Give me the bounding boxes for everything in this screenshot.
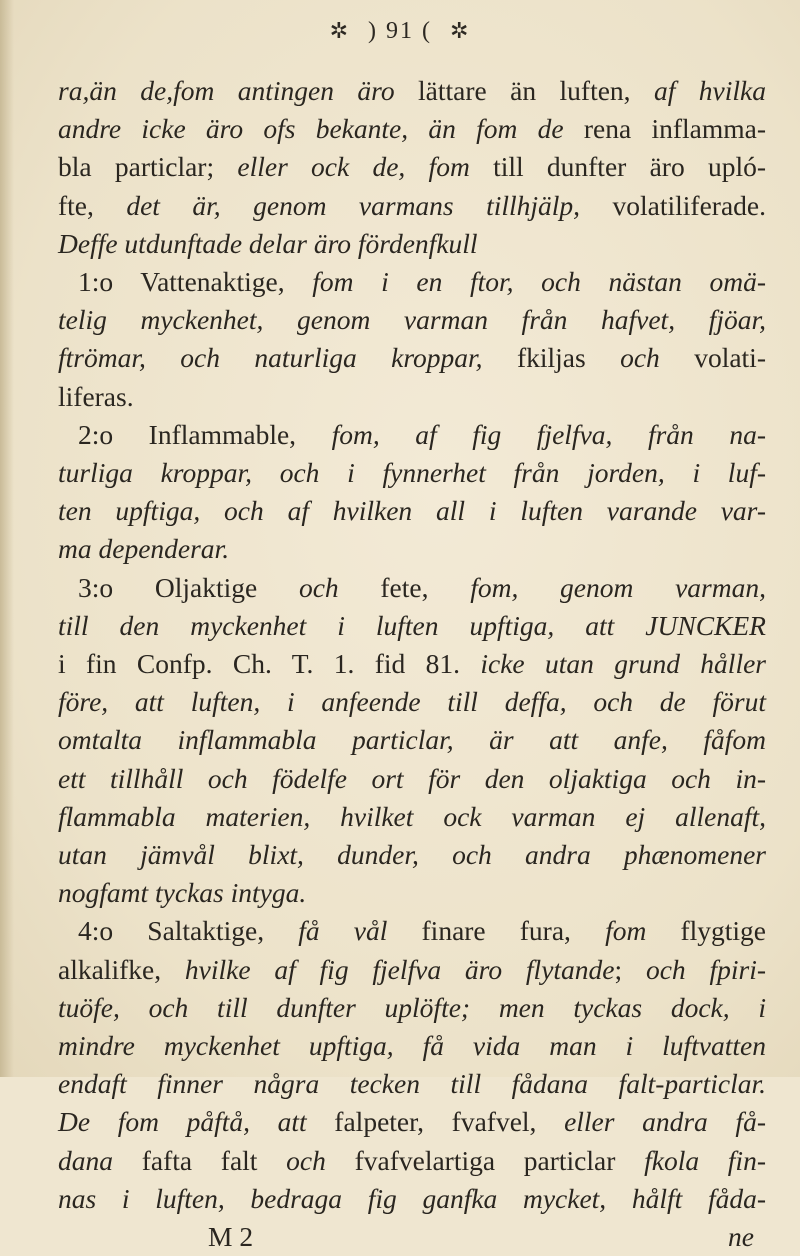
text-line: nas i luften, bedraga fig ganfka mycket, hålft fåda- bbox=[58, 1182, 766, 1214]
text-line: nogfamt tyckas intyga. bbox=[58, 877, 307, 909]
text-line: 2:o Inflammable, fom, af fig fjelfva, från na- bbox=[78, 418, 766, 450]
text-line: flammabla materien, hvilket ock varman ej allenaft, bbox=[58, 800, 766, 832]
text-line: tuöfe, och till dunfter uplöfte; men tyckas dock, i bbox=[58, 991, 766, 1023]
text-line: ett tillhåll och födelfe ort för den oljaktiga och in- bbox=[58, 762, 766, 794]
page-header bbox=[0, 18, 800, 45]
text-line: 3:o Oljaktige och fete, fom, genom varman, bbox=[78, 571, 766, 603]
text-line: före, att luften, i anfeende till deffa, och de förut bbox=[58, 686, 766, 718]
ornament-right-icon: ✲ bbox=[449, 18, 471, 43]
text-line: omtalta inflammabla particlar, är att anfe, fåfom bbox=[58, 724, 766, 756]
text-line: i fin Confp. Ch. T. 1. fid 81. icke utan grund håller bbox=[58, 648, 767, 680]
text-line: alkalifke, hvilke af fig fjelfva äro flytande; och fpiri- bbox=[58, 953, 766, 985]
text-line: mindre myckenhet upftiga, få vida man i luftvatten bbox=[58, 1030, 766, 1062]
text-line: dana fafta falt och fvafvelartiga particlar fkola fin- bbox=[58, 1144, 766, 1176]
text-line: bla particlar; eller ock de, fom till dunfter äro upló- bbox=[58, 151, 767, 183]
text-line: 4:o Saltaktige, få vål finare fura, fom flygtige bbox=[78, 915, 766, 947]
text-line: utan jämvål blixt, dunder, och andra phænomener bbox=[58, 839, 766, 871]
text-line: fte, det är, genom varmans tillhjälp, volatiliferade. bbox=[58, 189, 766, 221]
page-number: ) 91 ( bbox=[368, 18, 432, 44]
catchline bbox=[58, 1218, 766, 1256]
text-line: ra,än de,fom antingen äro lättare än luften, af hvilka bbox=[58, 75, 766, 106]
text-line: ma dependerar. bbox=[58, 533, 230, 565]
text-line: Deffe utdunftade delar äro fördenfkull bbox=[58, 227, 478, 259]
text-line: De fom påftå, att falpeter, fvafvel, eller andra få- bbox=[58, 1106, 766, 1138]
text-line: ftrömar, och naturliga kroppar, fkiljas och volati- bbox=[58, 342, 766, 374]
text-line: ten upftiga, och af hvilken all i luften varande var- bbox=[58, 495, 766, 527]
catchword: ne bbox=[728, 1221, 754, 1253]
text-line: andre icke äro ofs bekante, än fom de rena inflamma- bbox=[58, 113, 766, 145]
text-line: endaft finner några tecken till fådana falt-particlar. bbox=[58, 1068, 766, 1100]
text-line: 1:o Vattenaktige, fom i en ftor, och nästan omä- bbox=[78, 266, 766, 298]
ornament-left-icon: ✲ bbox=[329, 18, 350, 43]
text-line: till den myckenhet i luften upftiga, att JUNCKER bbox=[58, 609, 766, 641]
text-line: liferas. bbox=[58, 380, 134, 412]
body-text bbox=[58, 72, 766, 1256]
signature-mark: M 2 bbox=[208, 1221, 254, 1253]
page-gutter-shadow bbox=[0, 0, 14, 1077]
text-line: turliga kroppar, och i fynnerhet från jorden, i luf- bbox=[58, 457, 766, 489]
text-line: telig myckenhet, genom varman från hafvet, fjöar, bbox=[58, 304, 766, 336]
